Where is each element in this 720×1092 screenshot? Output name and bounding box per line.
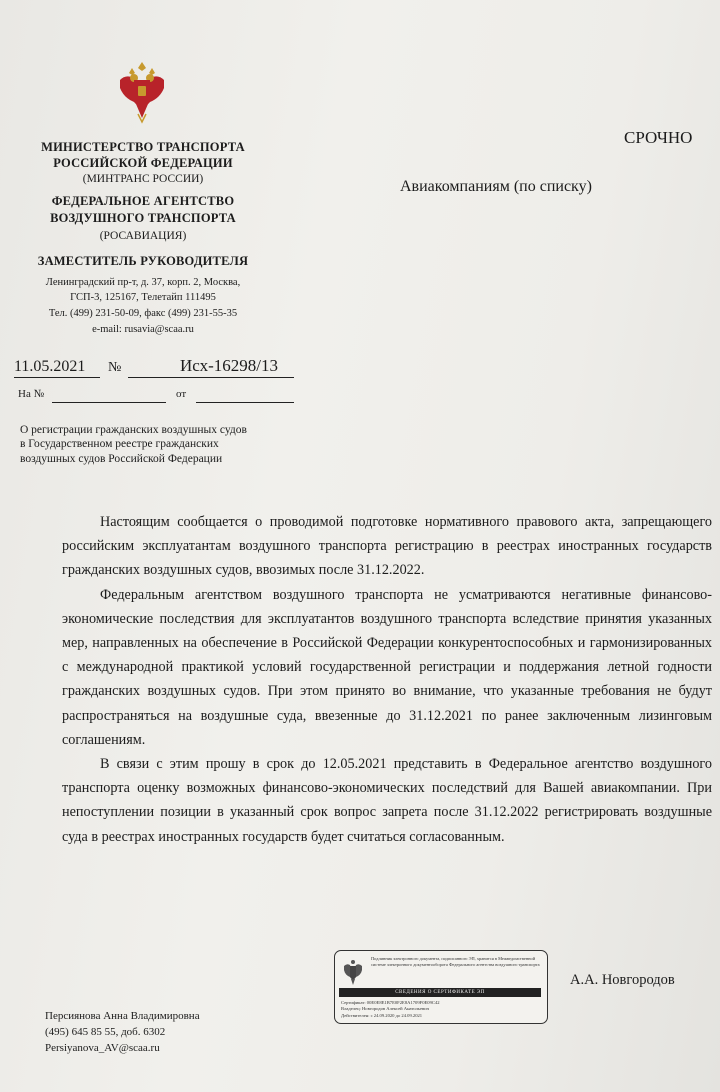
- agency-name-line2: ВОЗДУШНОГО ТРАНСПОРТА: [50, 211, 236, 225]
- ministry-name-line1: МИНИСТЕРСТВО ТРАНСПОРТА: [41, 140, 245, 154]
- subject-line: в Государственном реестре гражданских: [20, 438, 219, 451]
- executor-name: Персиянова Анна Владимировна: [45, 1010, 200, 1022]
- document-number: Исх-16298/13: [180, 356, 278, 375]
- body-paragraph: Федеральным агентством воздушного транспорта не усматриваются негативные финансово-экономические последствия для эксплуатантов воздушного транспорта вследствие принятия указанных мер, направленных на обеспечение в Российской Федерации конкурентоспособных и гармонизированных с международной практикой условий государственной регистрации и поддержания летной годности гражданских воздушных судов. При этом принято во внимание, что указанные требования не будут распространяться на воздушные суда, ввезенные до 31.12.2021 по ранее заключенным лизинговым соглашениям.: [62, 586, 712, 748]
- phone-fax-line: Тел. (499) 231-50-09, факс (499) 231-55-35: [48, 308, 238, 319]
- subject: [20, 423, 330, 466]
- subject-line: воздушных судов Российской Федерации: [20, 452, 223, 465]
- certificate-owner: Владелец: Новгородов Алексей Анатольевич: [341, 1006, 429, 1012]
- agency-short-name: (РОСАВИАЦИЯ): [99, 230, 187, 242]
- reply-to-underline: [52, 402, 166, 403]
- email-line: e-mail: rusavia@scaa.ru: [92, 324, 194, 335]
- electronic-signature-stamp: [334, 950, 548, 1024]
- stamp-certificate-info: [341, 1000, 541, 1019]
- urgency-mark: СРОЧНО: [624, 128, 693, 147]
- reply-to-label: На №: [18, 388, 45, 400]
- executor-info: [45, 1008, 200, 1056]
- addressee: Авиакомпаниям (по списку): [400, 178, 592, 195]
- certificate-number: Сертификат: 00E0E8E1B7E0F2E8A1709F0E09C42: [341, 1000, 440, 1005]
- date-underline: [14, 377, 100, 378]
- signatory-position: ЗАМЕСТИТЕЛЬ РУКОВОДИТЕЛЯ: [37, 254, 249, 268]
- stamp-title-bar: СВЕДЕНИЯ О СЕРТИФИКАТЕ ЭП: [339, 988, 541, 997]
- address-line1: Ленинградский пр-т, д. 37, корп. 2, Москва,: [45, 277, 241, 288]
- address-line2: ГСП-3, 125167, Телетайп 111495: [70, 292, 216, 303]
- agency-name-line1: ФЕДЕРАЛЬНОЕ АГЕНТСТВО: [51, 194, 235, 208]
- stamp-emblem-icon: [340, 957, 366, 987]
- ministry-short-name: (МИНТРАНС РОССИИ): [82, 173, 204, 185]
- number-label: №: [108, 360, 122, 375]
- body-paragraph: Настоящим сообщается о проводимой подготовке нормативного правового акта, запрещающего российским эксплуатантам воздушного транспорта регистрацию в реестрах иностранных государств гражданских воздушных судов, ввозимых после 31.12.2022.: [62, 514, 712, 579]
- document-date: 11.05.2021: [14, 358, 86, 375]
- reply-from-underline: [196, 402, 294, 403]
- stamp-note: Подлинник электронного документа, подписанного ЭП, хранится в Межведомственной системе электронного документооборота Федерального агентства воздушного транспорта: [371, 956, 540, 967]
- signer-name: А.А. Новгородов: [570, 972, 675, 988]
- reply-from-label: от: [176, 388, 187, 400]
- certificate-validity: Действителен: с 24.09.2020 до 24.09.2021: [341, 1012, 423, 1018]
- coat-of-arms-icon: [112, 58, 172, 124]
- ministry-name-line2: РОССИЙСКОЙ ФЕДЕРАЦИИ: [53, 156, 233, 170]
- body-paragraph: В связи с этим прошу в срок до 12.05.2021 представить в Федеральное агентство воздушного транспорта оценку возможных финансово-экономических последствий для Вашей авиакомпании. При непоступлении позиции в указанный срок вопрос запрета после 31.12.2022 регистрировать воздушные суда в реестрах иностранных государств будет считаться согласованным.: [62, 756, 712, 845]
- letter-body: [62, 510, 712, 849]
- number-underline: [128, 377, 294, 378]
- subject-line: О регистрации гражданских воздушных судов: [20, 424, 247, 436]
- executor-email: Persiyanova_AV@scaa.ru: [45, 1042, 160, 1054]
- executor-phone: (495) 645 85 55, доб. 6302: [45, 1026, 166, 1038]
